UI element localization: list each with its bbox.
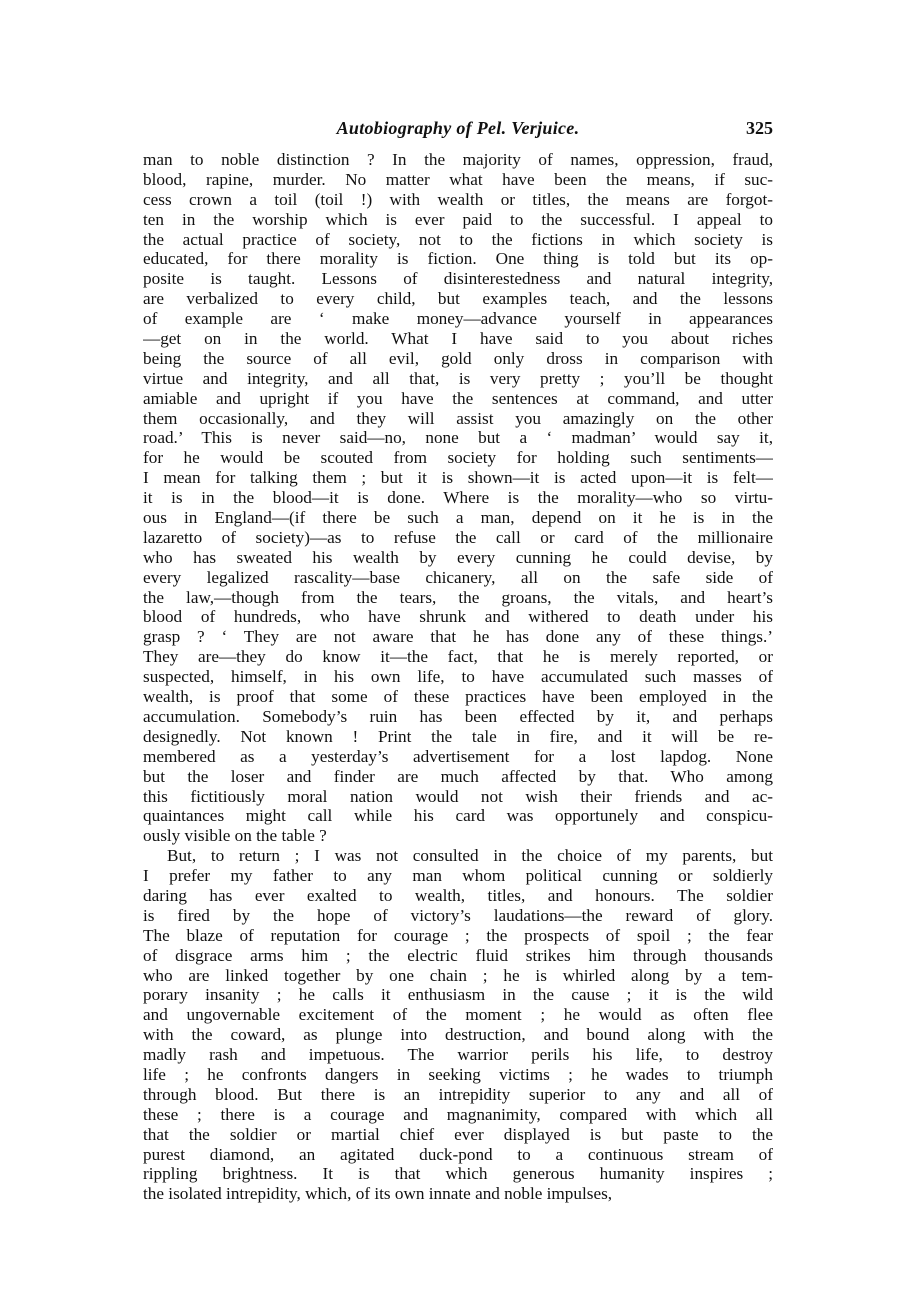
paragraph: [143, 150, 773, 846]
text-line: every legalized rascality—base chicanery, all on the safe side of: [143, 567, 773, 587]
text-line: the isolated intrepidity, which, of its own innate and noble impulses,: [143, 1184, 613, 1204]
text-line: virtue and integrity, and all that, is very pretty ; you’ll be thought: [143, 368, 773, 388]
text-line: the actual practice of society, not to the fictions in which society is: [143, 229, 773, 249]
text-line: ten in the worship which is ever paid to the successful. I appeal to: [143, 209, 773, 229]
text-line: designedly. Not known ! Print the tale in fire, and it will be re-: [143, 726, 773, 746]
text-line: it is in the blood—it is done. Where is the morality—who so virtu-: [143, 488, 773, 508]
text-line: accumulation. Somebody’s ruin has been effected by it, and perhaps: [143, 706, 773, 726]
text-line: But, to return ; I was not consulted in the choice of my parents, but: [167, 846, 773, 866]
book-page: [143, 118, 773, 1204]
running-title: Autobiography of Pel. Verjuice.: [336, 118, 580, 138]
paragraph: [143, 846, 773, 1204]
text-line: of disgrace arms him ; the electric fluid strikes him through thousands: [143, 945, 773, 965]
text-line: being the source of all evil, gold only dross in comparison with: [143, 348, 773, 368]
text-line: these ; there is a courage and magnanimity, compared with which all: [143, 1104, 773, 1124]
text-line: amiable and upright if you have the sentences at command, and utter: [143, 388, 773, 408]
text-line: purest diamond, an agitated duck-pond to a continuous stream of: [143, 1144, 773, 1164]
text-line: posite is taught. Lessons of disinterestedness and natural integrity,: [143, 269, 773, 289]
text-line: them occasionally, and they will assist you amazingly on the other: [143, 408, 773, 428]
text-line: who are linked together by one chain ; he is whirled along by a tem-: [143, 965, 773, 985]
text-line: life ; he confronts dangers in seeking victims ; he wades to triumph: [143, 1064, 773, 1084]
text-line: They are—they do know it—the fact, that he is merely reported, or: [143, 647, 773, 667]
text-line: that the soldier or martial chief ever displayed is but paste to the: [143, 1124, 773, 1144]
page-number: 325: [746, 118, 773, 138]
text-line: The blaze of reputation for courage ; the prospects of spoil ; the fear: [143, 925, 773, 945]
text-line: is fired by the hope of victory’s laudations—the reward of glory.: [143, 905, 773, 925]
text-line: who has sweated his wealth by every cunning he could devise, by: [143, 547, 773, 567]
body-text: [143, 150, 773, 1204]
text-line: membered as a yesterday’s advertisement for a lost lapdog. None: [143, 746, 773, 766]
text-line: and ungovernable excitement of the moment ; he would as often flee: [143, 1005, 773, 1025]
text-line: with the coward, as plunge into destruction, and bound along with the: [143, 1025, 773, 1045]
text-line: road.’ This is never said—no, none but a ‘ madman’ would say it,: [143, 428, 773, 448]
text-line: are verbalized to every child, but examples teach, and the lessons: [143, 289, 773, 309]
text-line: for he would be scouted from society for holding such sentiments—: [143, 448, 773, 468]
text-line: wealth, is proof that some of these practices have been employed in the: [143, 687, 773, 707]
text-line: of example are ‘ make money—advance yourself in appearances: [143, 309, 773, 329]
text-line: blood, rapine, murder. No matter what have been the means, if suc-: [143, 169, 773, 189]
text-line: porary insanity ; he calls it enthusiasm in the cause ; it is the wild: [143, 985, 773, 1005]
text-line: cess crown a toil (toil !) with wealth or titles, the means are forgot-: [143, 189, 773, 209]
text-line: but the loser and finder are much affected by that. Who among: [143, 766, 773, 786]
text-line: suspected, himself, in his own life, to have accumulated such masses of: [143, 667, 773, 687]
text-line: —get on in the world. What I have said to you about riches: [143, 329, 773, 349]
text-line: lazaretto of society)—as to refuse the call or card of the millionaire: [143, 527, 773, 547]
text-line: educated, for there morality is fiction. One thing is told but its op-: [143, 249, 773, 269]
text-line: ous in England—(if there be such a man, depend on it he is in the: [143, 508, 773, 528]
text-line: grasp ? ‘ They are not aware that he has done any of these things.’: [143, 627, 773, 647]
running-header: [143, 118, 773, 150]
text-line: through blood. But there is an intrepidity superior to any and all of: [143, 1084, 773, 1104]
text-line: quaintances might call while his card was opportunely and conspicu-: [143, 806, 773, 826]
text-line: blood of hundreds, who have shrunk and withered to death under his: [143, 607, 773, 627]
text-line: man to noble distinction ? In the majority of names, oppression, fraud,: [143, 150, 773, 169]
text-line: madly rash and impetuous. The warrior perils his life, to destroy: [143, 1045, 773, 1065]
text-line: daring has ever exalted to wealth, titles, and honours. The soldier: [143, 885, 773, 905]
text-line: I mean for talking them ; but it is shown—it is acted upon—it is felt—: [143, 468, 773, 488]
text-line: I prefer my father to any man whom political cunning or soldierly: [143, 866, 773, 886]
text-line: rippling brightness. It is that which generous humanity inspires ;: [143, 1164, 773, 1184]
text-line: ously visible on the table ?: [143, 826, 327, 846]
text-line: this fictitiously moral nation would not wish their friends and ac-: [143, 786, 773, 806]
text-line: the law,—though from the tears, the groans, the vitals, and heart’s: [143, 587, 773, 607]
